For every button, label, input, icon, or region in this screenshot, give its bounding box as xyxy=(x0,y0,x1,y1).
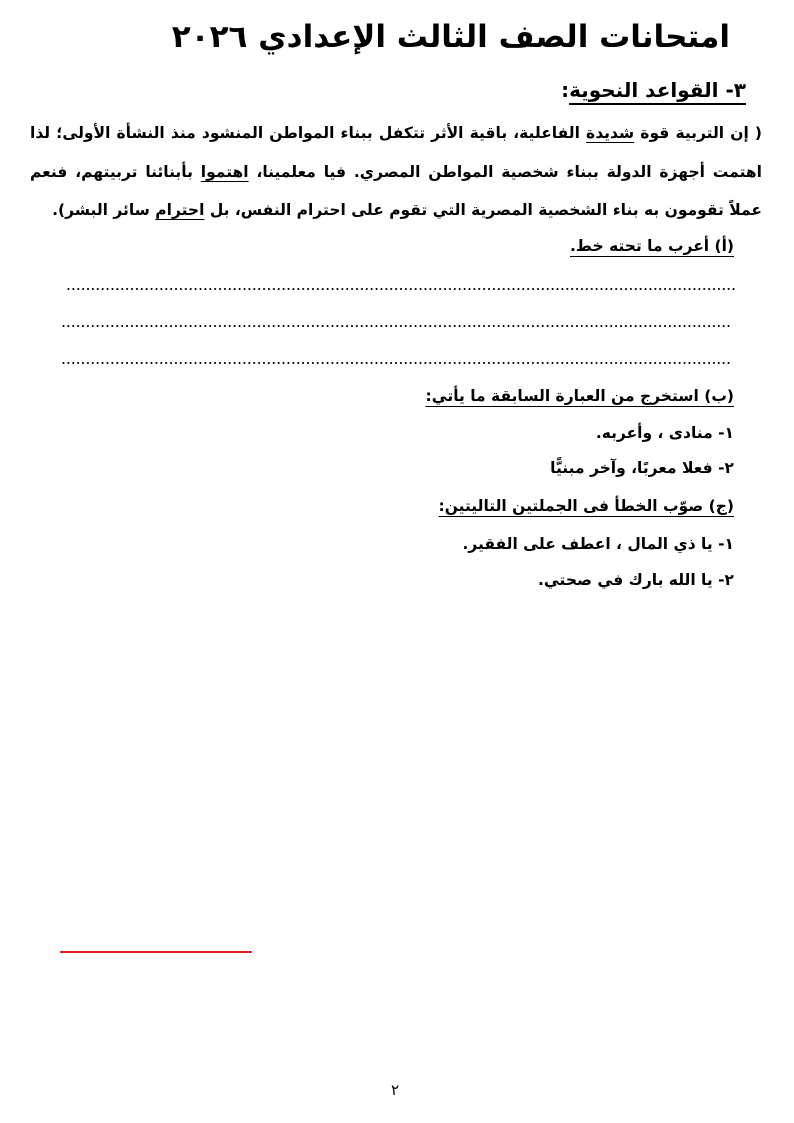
answer-line-1[interactable] xyxy=(66,288,736,290)
answer-line-3[interactable] xyxy=(61,362,730,364)
question-c-item-2: ٢- يا الله بارك في صحتي. xyxy=(537,571,734,589)
grammar-passage xyxy=(30,114,762,230)
question-c-heading: (ج) صوّب الخطأ فى الجملتين التاليتين: xyxy=(438,497,734,515)
question-b-item-2: ٢- فعلا معربًا، وآخر مبنيًّا xyxy=(550,459,734,477)
question-b-heading: (ب) استخرج من العبارة السابقة ما يأتي: xyxy=(425,387,734,405)
section-heading xyxy=(561,74,746,106)
section-heading-underlined xyxy=(569,78,746,105)
underlined-word-ihtiram: احترام xyxy=(155,201,205,219)
section-title: القواعد النحوية xyxy=(569,78,719,102)
question-a-heading: (أ) أعرب ما تحته خط. xyxy=(570,237,734,255)
footnote-separator xyxy=(60,951,252,953)
page-title: امتحانات الصف الثالث الإعدادي ٢٠٢٦ xyxy=(171,19,730,55)
question-b-item-1: ١- منادى ، وأعربه. xyxy=(595,424,734,442)
passage-text: ( إن التربية قوة xyxy=(634,124,762,142)
passage-text: بأبنائنا تربيتهم، فنعم عملاً تقومون به بناء الشخصية المصرية التي تقوم على احترام النفس، بل xyxy=(30,162,762,219)
passage-text: الفاعلية، باقية الأثر تتكفل ببناء المواطن المنشود منذ النشأة الأولى؛ لذا اهتمت أجهزة الدولة ببناء شخصية المواطن المصري. فيا معلمينا، xyxy=(30,124,762,181)
section-number: ٣- xyxy=(718,78,746,102)
answer-line-2[interactable] xyxy=(61,325,730,327)
underlined-word-shadida: شديدة xyxy=(586,124,635,142)
underlined-word-ihtammu: اهتموا xyxy=(200,162,249,181)
question-c-item-1: ١- يا ذي المال ، اعطف على الفقير. xyxy=(462,535,734,553)
section-colon: : xyxy=(561,78,570,102)
page-number: ٢ xyxy=(390,1081,400,1099)
passage-text: سائر البشر). xyxy=(52,201,156,219)
